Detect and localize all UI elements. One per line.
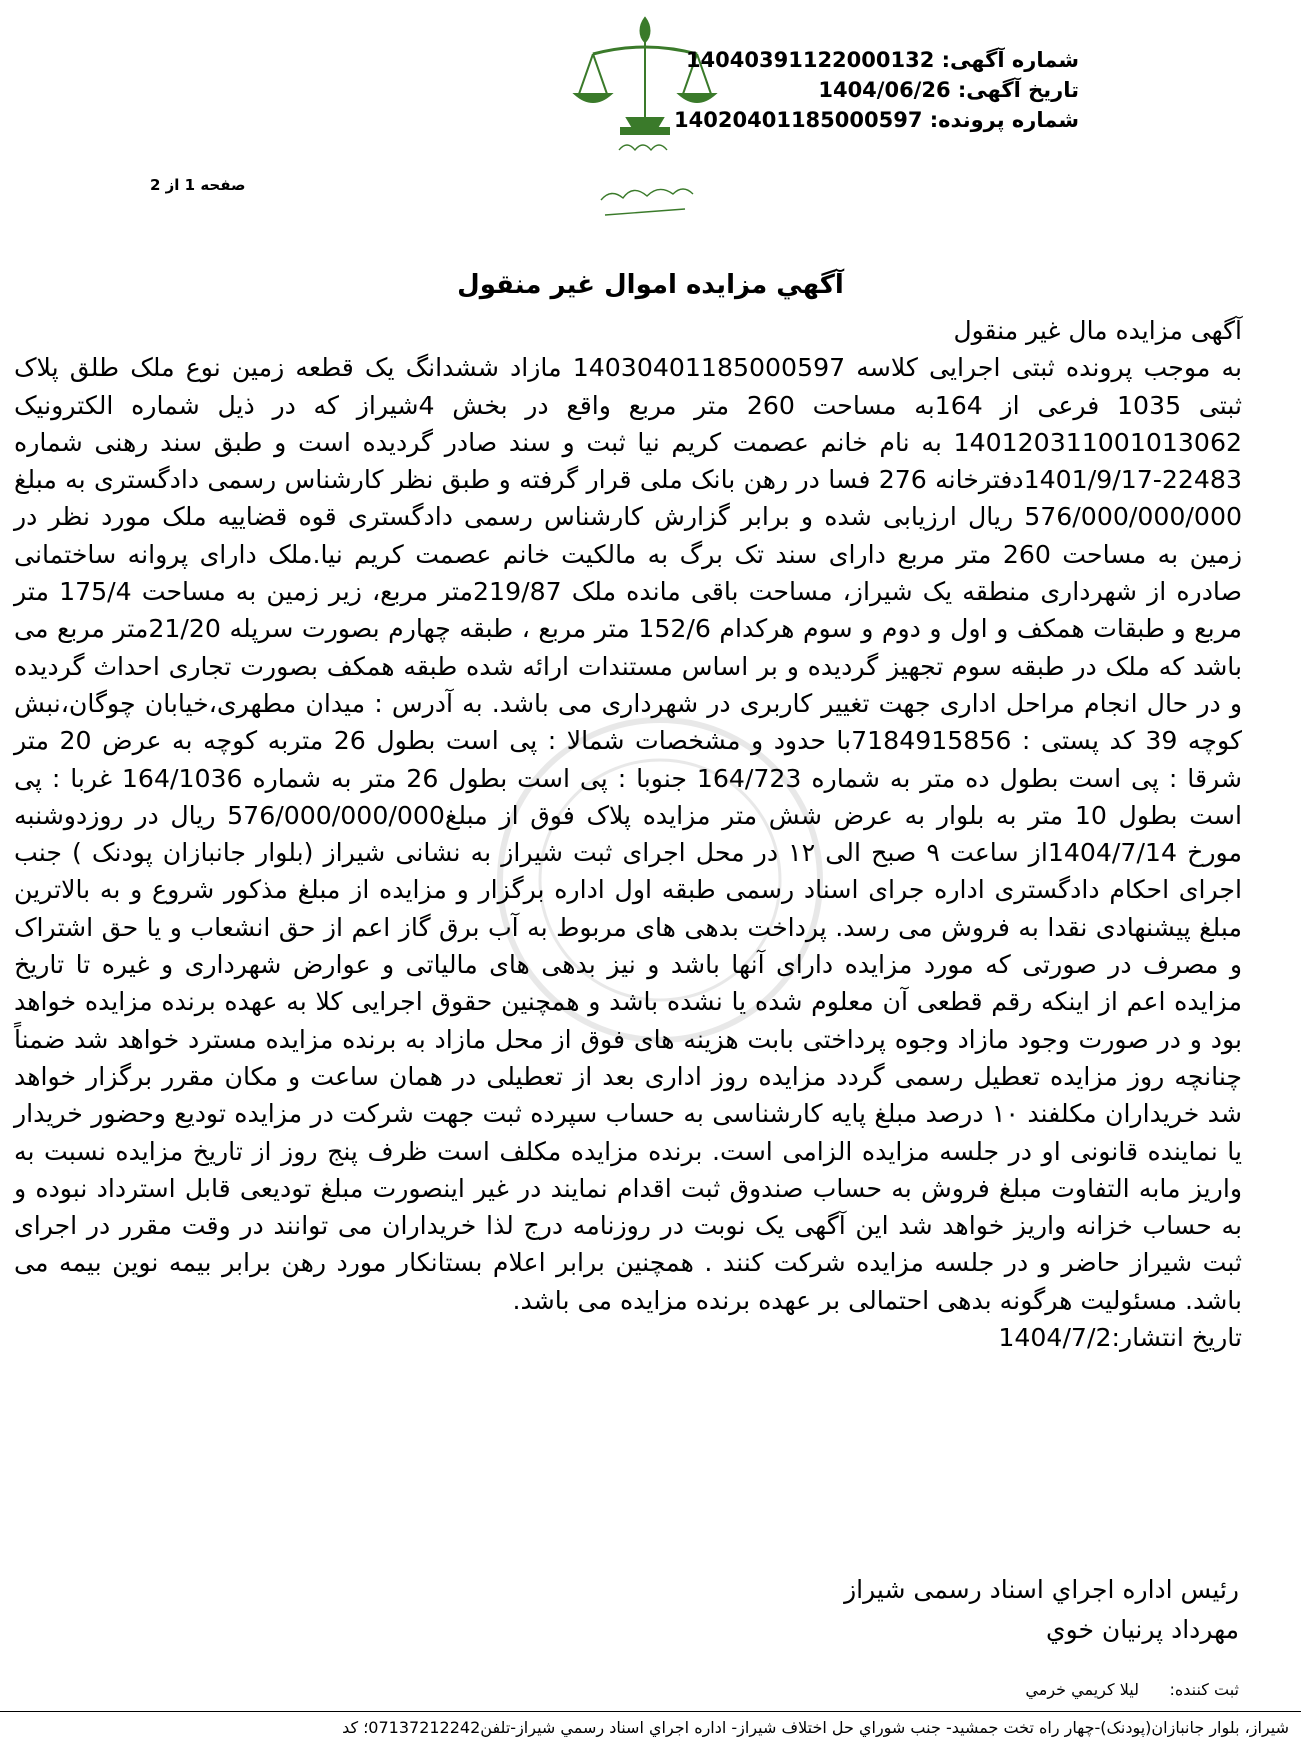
notice-body (14, 312, 1242, 1356)
notice-heading: آگهی مزایده مال غیر منقول (953, 316, 1242, 345)
registrar-name: ليلا کريمي خرمي (1025, 1680, 1139, 1699)
notice-paragraph: به موجب پرونده ثبتی اجرایی کلاسه 14030401185000597 مازاد ششدانگ یک قطعه زمین نوع ملک طلق پلاک ثبتی 1035 فرعی از 164به مساحت 260 متر مربع واقع در بخش 4شیراز که در ذیل شماره الکترونیک 140120311001013062 به نام خانم عصمت کریم نیا ثبت و سند صادر گردیده است و طبق سند رهنی شماره 22483-1401/9/17دفترخانه 276 فسا در رهن بانک ملی قرار گرفته و طبق نظر کارشناس رسمی دادگستری به مبلغ 576/000/000/000 ریال ارزیابی شده و برابر گزارش کارشناس رسمی دادگستری قوه قضاییه ملک مورد نظر در زمین به مساحت 260 متر مربع دارای سند تک برگ به مالکیت خانم عصمت کریم نیا.ملک دارای پروانه ساختمانی صادره از شهرداری منطقه یک شیراز، مساحت باقی مانده ملک 219/87متر مربع، زیر زمین به مساحت 175/4 متر مربع و طبقات همکف و اول و دوم و سوم هرکدام 152/6 متر مربع ، طبقه چهارم بصورت سرپله 21/20متر مربع می باشد که ملک در طبقه سوم تجهیز گردیده و بر اساس مستندات ارائه شده طبقه همکف بصورت تجاری احداث گردیده و در حال انجام مراحل اداری جهت تغییر کاربری در شهرداری می باشد. به آدرس : میدان مطهری،خیابان چوگان،نبش کوچه 39 کد پستی : 7184915856با حدود و مشخصات شمالا : پی است بطول 26 متربه کوچه به عرض 20 متر شرقا : پی است بطول ده متر به شماره 164/723 جنوبا : پی است بطول 26 متر به شماره 164/1036 غربا : پی است بطول 10 متر به بلوار به عرض شش متر مزایده پلاک فوق از مبلغ576/000/000/000 ریال در روزدوشنبه مورخ 1404/7/14از ساعت ۹ صبح الی ۱۲ در محل اجرای ثبت شیراز به نشانی شیراز (بلوار جانبازان پودنک ) جنب اجرای احکام دادگستری اداره جرای اسناد رسمی طبقه اول اداره برگزار و مزایده از مبلغ مذکور شروع و به بالاترین مبلغ پیشنهادی نقدا به فروش می رسد. پرداخت بدهی های مربوط به آب برق گاز اعم از حق انشعاب و یا حق اشتراک و مصرف در صورتی که مورد مزایده دارای آنها باشد و نیز بدهی های مالیاتی و عوارض شهرداری و غیره تا تاریخ مزایده اعم از اینکه رقم قطعی آن معلوم شده یا نشده باشد و همچنین حقوق اجرایی کلا به عهده برنده مزایده خواهد بود و در صورت وجود مازاد وجوه پرداختی بابت هزینه های فوق از محل مازاد به برنده مزایده مسترد خواهد شد ضمناً چنانچه روز مزایده تعطیل رسمی گردد مزایده روز اداری بعد از تعطیلی در همان ساعت و مکان مقرر برگزار خواهد شد خریداران مکلفند ۱۰ درصد مبلغ پایه کارشناسی به حساب سپرده ثبت جهت شرکت در مزایده تودیع وحضور خریدار یا نماینده قانونی او در جلسه مزایده الزامی است. برنده مزایده مکلف است ظرف پنج روز از تاریخ مزایده نسبت به واریز مابه التفاوت مبلغ فروش به حساب صندوق ثبت اقدام نمایند در غیر اینصورت مبلغ تودیعی قابل استرداد نبوده و به حساب خزانه واریز خواهد شد این آگهی یک نوبت در روزنامه درج لذا خریداران می توانند در وقت مقرر در اجرای ثبت شیراز حاضر و در جلسه مزایده شرکت کنند . همچنین برابر اعلام بستانکار مورد رهن برابر بیمه نوین بیمه می باشد. مسئولیت هرگونه بدهی احتمالی بر عهده برنده مزایده می باشد. (14, 353, 1243, 1315)
footer-divider (0, 1711, 1301, 1712)
page-indicator: صفحه 1 از 2 (150, 176, 246, 194)
ad-date (818, 78, 1079, 102)
signatory-name: مهرداد پرنيان خوي (1046, 1615, 1239, 1644)
registrar-label: ثبت کننده: (1169, 1680, 1239, 1699)
document-title: آگهي مزايده اموال غير منقول (457, 270, 844, 300)
publish-date: تاریخ انتشار:1404/7/2 (998, 1323, 1242, 1353)
signature-block (844, 1570, 1239, 1650)
ad-number (686, 48, 1079, 72)
case-number (674, 108, 1079, 132)
ad-number-label: شماره آگهی: (941, 48, 1079, 72)
ad-date-value: 1404/06/26 (818, 78, 951, 102)
ad-date-label: تاریخ آگهی: (957, 78, 1079, 102)
footer-address: شيراز، بلوار جانبازان(پودنک)-چهار راه تخت جمشيد- جنب شوراي حل اختلاف شيراز- اداره اجراي اسناد رسمي شيراز-تلفن07137212242؛ کد (342, 1718, 1289, 1737)
case-number-label: شماره پرونده: (929, 108, 1079, 132)
signatory-position: رئيس اداره اجراي اسناد رسمی شيراز (844, 1575, 1239, 1604)
registrar (1025, 1680, 1239, 1699)
case-number-value: 14020401185000597 (674, 108, 923, 132)
ad-number-value: 14040391122000132 (685, 48, 935, 72)
